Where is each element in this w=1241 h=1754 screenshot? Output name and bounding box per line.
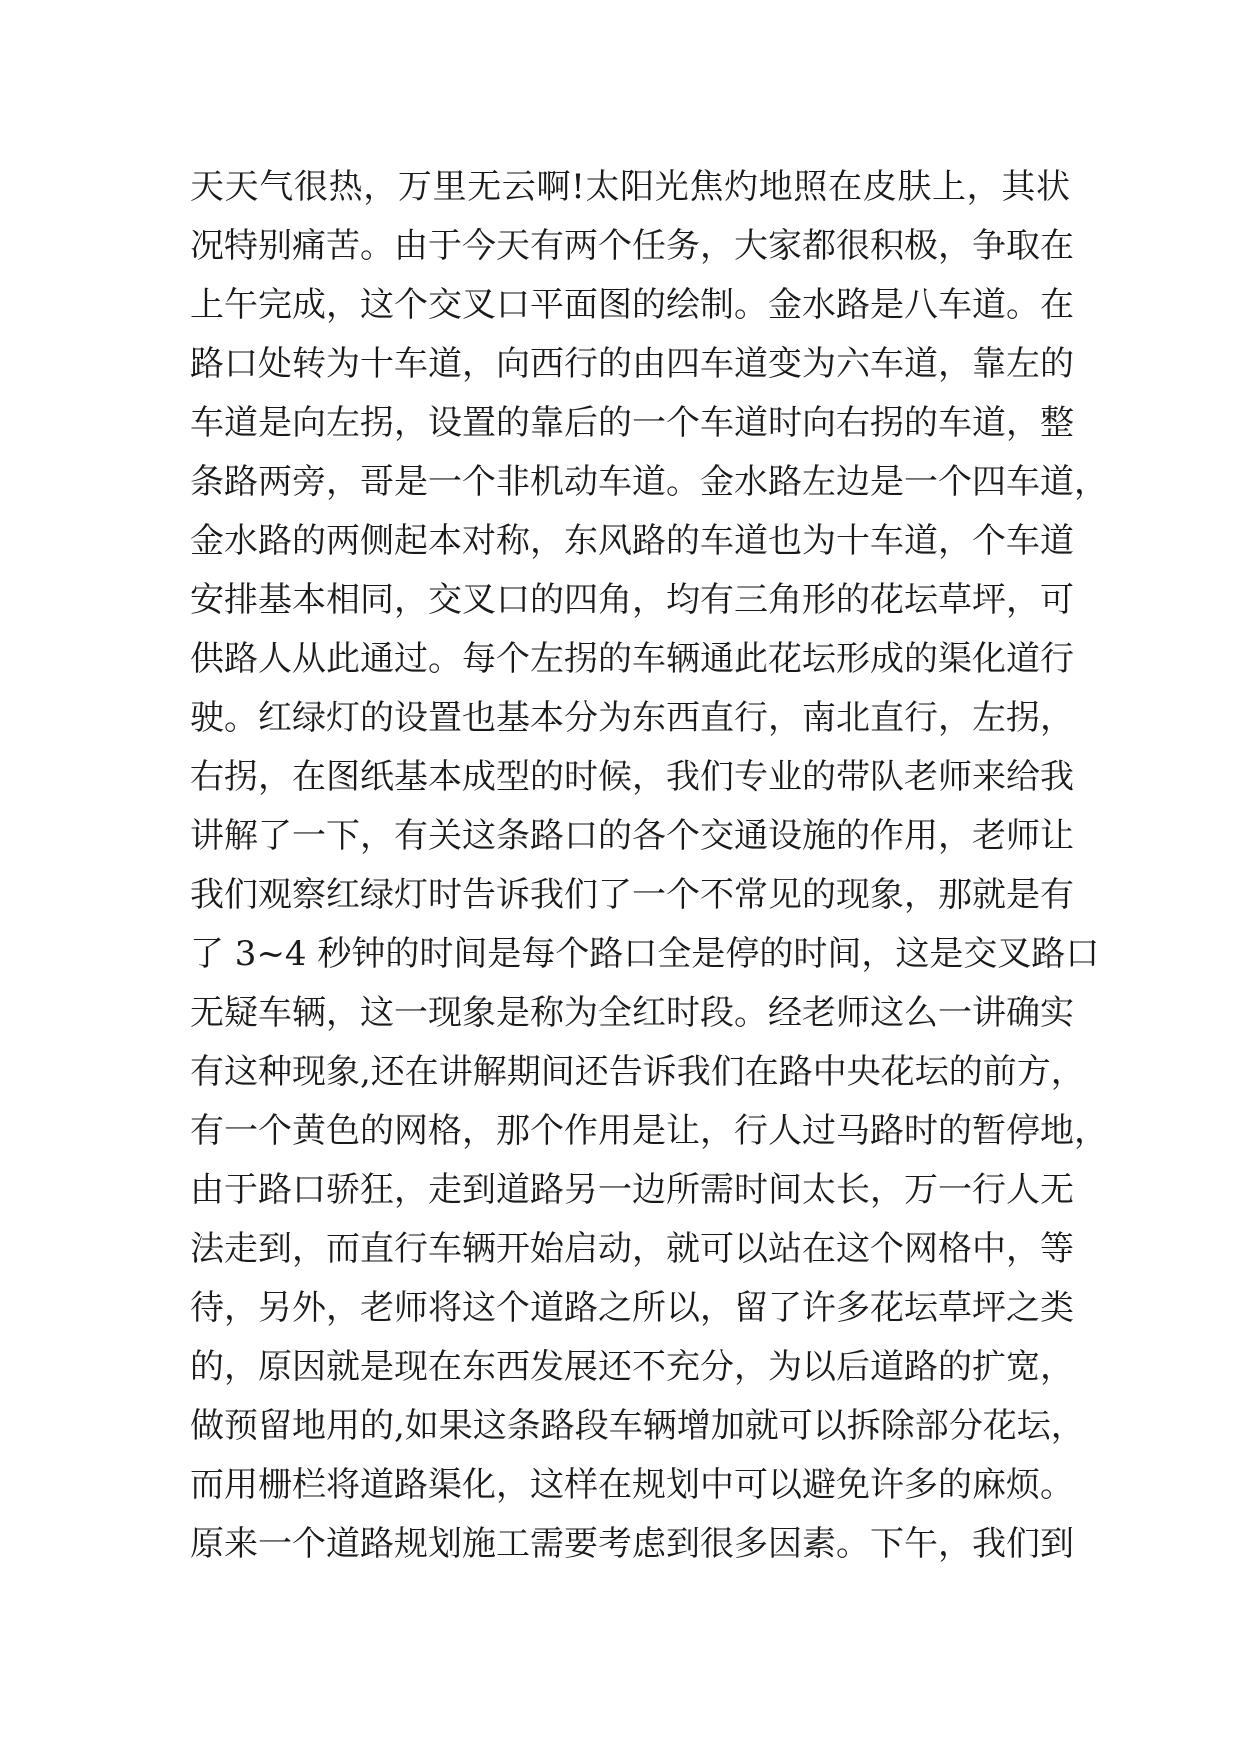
- text-line: 况特别痛苦。由于今天有两个任务，大家都很积极，争取在: [190, 226, 1074, 266]
- text-line: 讲解了一下，有关这条路口的各个交通设施的作用，老师让: [190, 816, 1074, 856]
- text-line: 而用栅栏将道路渠化，这样在规划中可以避免许多的麻烦。: [190, 1465, 1074, 1505]
- text-line: 驶。红绿灯的设置也基本分为东西直行，南北直行，左拐，: [190, 698, 1074, 738]
- text-line: 无疑车辆，这一现象是称为全红时段。经老师这么一讲确实: [190, 993, 1074, 1033]
- text-line: 金水路的两侧起本对称，东风路的车道也为十车道，个车道: [190, 521, 1074, 561]
- text-line: 原来一个道路规划施工需要考虑到很多因素。下午，我们到: [190, 1524, 1074, 1564]
- text-line: 法走到，而直行车辆开始启动，就可以站在这个网格中，等: [190, 1229, 1074, 1269]
- text-line: 有这种现象,还在讲解期间还告诉我们在路中央花坛的前方，: [190, 1052, 1085, 1092]
- text-line: 待，另外，老师将这个道路之所以，留了许多花坛草坪之类: [190, 1288, 1074, 1328]
- text-line: 条路两旁，哥是一个非机动车道。金水路左边是一个四车道，: [190, 462, 1108, 502]
- text-line: 有一个黄色的网格，那个作用是让，行人过马路时的暂停地，: [190, 1111, 1108, 1151]
- text-line: 做预留地用的,如果这条路段车辆增加就可以拆除部分花坛，: [190, 1406, 1085, 1446]
- text-line: 我们观察红绿灯时告诉我们了一个不常见的现象，那就是有: [190, 875, 1074, 915]
- text-line: 上午完成，这个交叉口平面图的绘制。金水路是八车道。在: [190, 285, 1074, 325]
- text-line: 供路人从此通过。每个左拐的车辆通此花坛形成的渠化道行: [190, 639, 1074, 679]
- text-line: 天天气很热，万里无云啊!太阳光焦灼地照在皮肤上，其状: [190, 167, 1070, 207]
- text-line: 安排基本相同，交叉口的四角，均有三角形的花坛草坪，可: [190, 580, 1074, 620]
- text-line: 的，原因就是现在东西发展还不充分，为以后道路的扩宽，: [190, 1347, 1074, 1387]
- text-line: 由于路口骄狂，走到道路另一边所需时间太长，万一行人无: [190, 1170, 1074, 1210]
- body-text: [190, 158, 1108, 1574]
- text-line: 路口处转为十车道，向西行的由四车道变为六车道，靠左的: [190, 344, 1074, 384]
- text-line: 右拐，在图纸基本成型的时候，我们专业的带队老师来给我: [190, 757, 1074, 797]
- text-line: 了 3~4 秒钟的时间是每个路口全是停的时间，这是交叉路口: [190, 934, 1100, 974]
- text-line: 车道是向左拐，设置的靠后的一个车道时向右拐的车道，整: [190, 403, 1074, 443]
